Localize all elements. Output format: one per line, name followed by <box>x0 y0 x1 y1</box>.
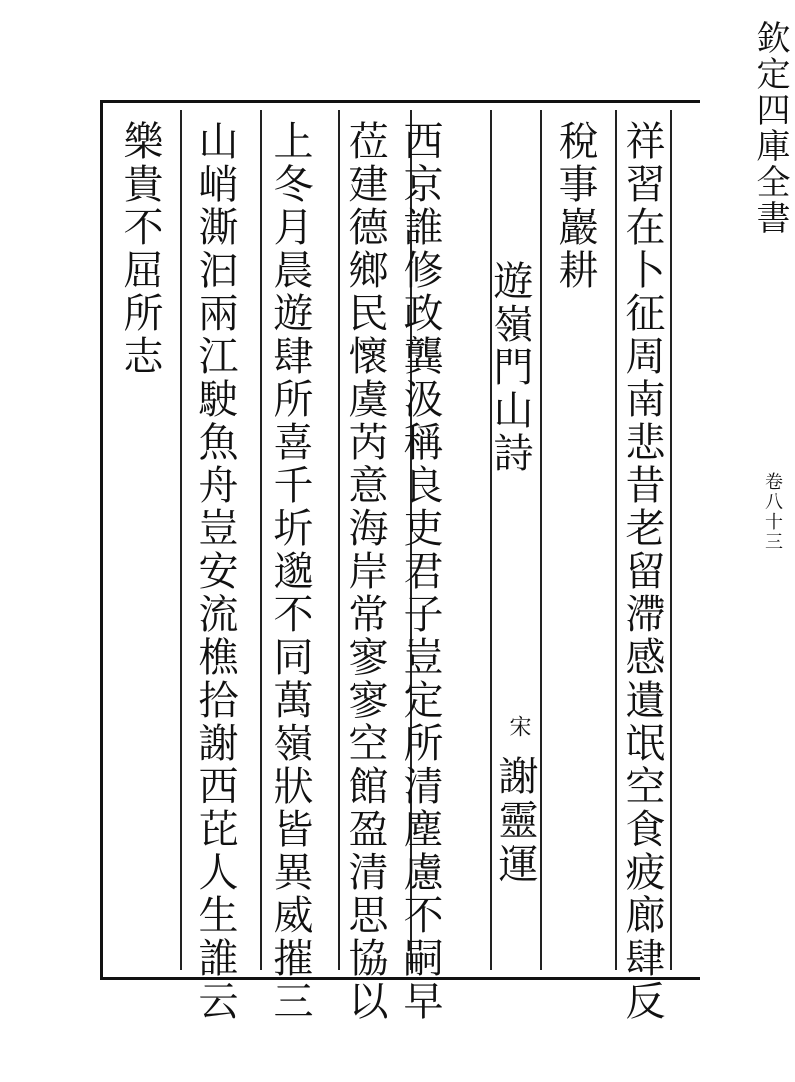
text-column-1: 祥習在卜征周南悲昔老留滯感遺氓空食疲廊肆反 <box>619 120 665 1023</box>
poem-dynasty: 宋 <box>506 715 531 737</box>
juan-number: 卷八十三 <box>762 472 783 552</box>
column-divider <box>338 110 340 970</box>
text-column-3: 西京誰修政龔汲稱良吏君子豈定所清塵慮不嗣早 <box>397 120 443 1023</box>
top-border <box>100 100 700 103</box>
column-divider <box>670 110 672 970</box>
text-column-2: 稅事巖耕 <box>552 120 598 292</box>
column-divider <box>180 110 182 970</box>
column-divider <box>615 110 617 970</box>
text-column-4: 莅建德鄉民懷虞芮意海岸常寥寥空館盈清思協以 <box>342 120 388 1023</box>
column-divider <box>260 110 262 970</box>
poem-author: 謝靈運 <box>492 755 538 887</box>
poem-title: 遊嶺門山詩 <box>487 260 533 475</box>
text-column-5: 上冬月晨遊肆所喜千圻邈不同萬嶺狀皆異威摧三 <box>267 120 313 1023</box>
text-column-7: 樂貴不屈所志 <box>117 120 163 378</box>
text-column-6: 山峭澌汩兩江駛魚舟豈安流樵拾謝西芘人生誰云 <box>192 120 238 1023</box>
left-border <box>100 100 103 980</box>
running-title: 欽定四庫全書 <box>750 20 790 236</box>
page-frame <box>100 100 700 1023</box>
